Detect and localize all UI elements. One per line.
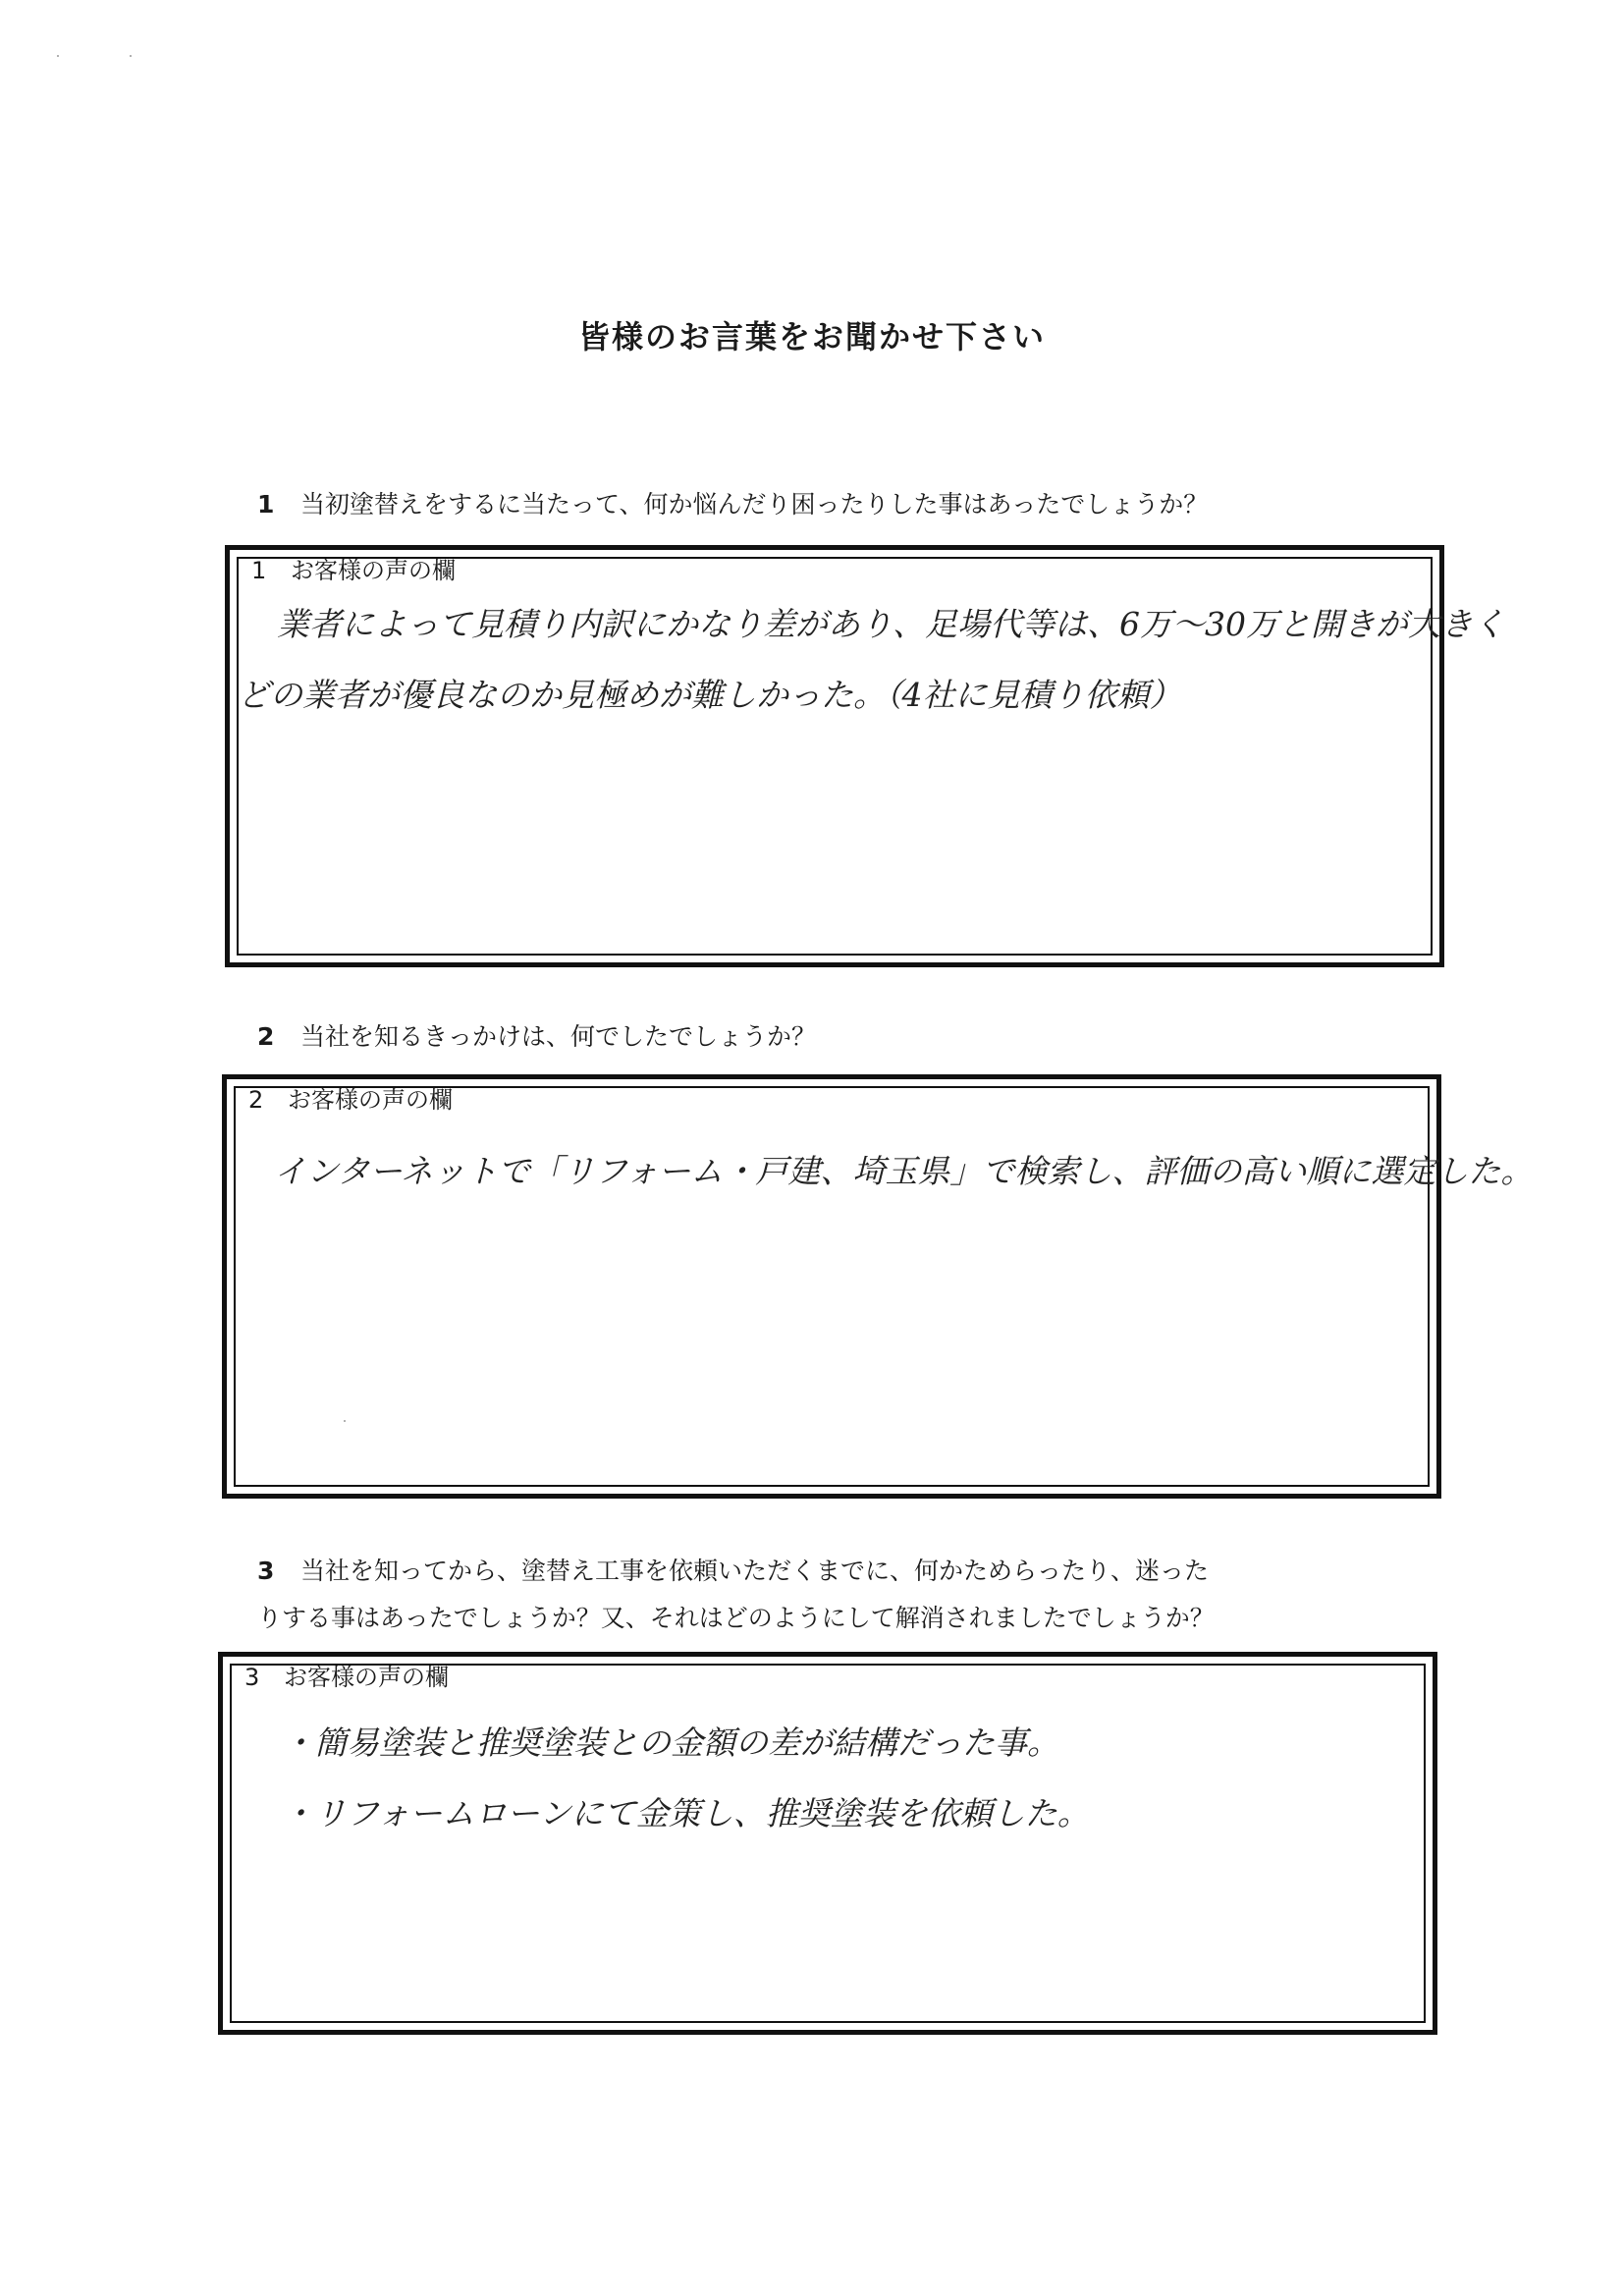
box-label: 1 お客様の声の欄 (251, 557, 456, 584)
scan-speck (57, 55, 59, 57)
question-number: 3 (257, 1557, 275, 1585)
page-title: 皆様のお言葉をお聞かせ下さい (577, 318, 1046, 355)
answer-box-1 (225, 545, 1505, 967)
question-1 (257, 481, 1416, 528)
answer-box-3 (218, 1652, 1437, 2035)
answer-box-2 (222, 1074, 1534, 1499)
scan-speck (130, 55, 132, 57)
box-label: 2 お客様の声の欄 (248, 1086, 453, 1114)
question-number: 2 (257, 1022, 275, 1051)
question-3 (257, 1548, 1416, 1642)
question-text: 当初塗替えをするに当たって、何か悩んだり困ったりした事はあったでしょうか？ (300, 490, 1209, 519)
handwritten-answer-2: インターネットで「リフォーム・戸建、埼玉県」で検索し、評価の高い順に選定した。 (274, 1152, 1534, 1190)
box-label: 3 お客様の声の欄 (244, 1664, 449, 1691)
question-text: 当社を知ってから、塗替え工事を依頼いただくまでに、何かためらったり、迷った (300, 1557, 1210, 1585)
handwritten-answer-3: ・簡易塗装と推奨塗装との金額の差が結構だった事。 ・リフォームローンにて金策し、推奨塗装を依頼した。 (282, 1723, 1090, 1832)
question-2 (257, 1013, 1416, 1061)
question-text-line2: りする事はあったでしょうか？又、それはどのようにして解消されましたでしょうか？ (257, 1604, 1215, 1632)
question-number: 1 (257, 490, 275, 519)
scan-speck (344, 1420, 346, 1422)
question-text: 当社を知るきっかけは、何でしたでしょうか？ (300, 1022, 817, 1051)
handwritten-answer-1: 業者によって見積り内訳にかなり差があり、足場代等は、6万〜30万と開きが大きく どの業者が優良なのか見極めが難しかった。（4社に見積り依頼） (238, 605, 1505, 714)
